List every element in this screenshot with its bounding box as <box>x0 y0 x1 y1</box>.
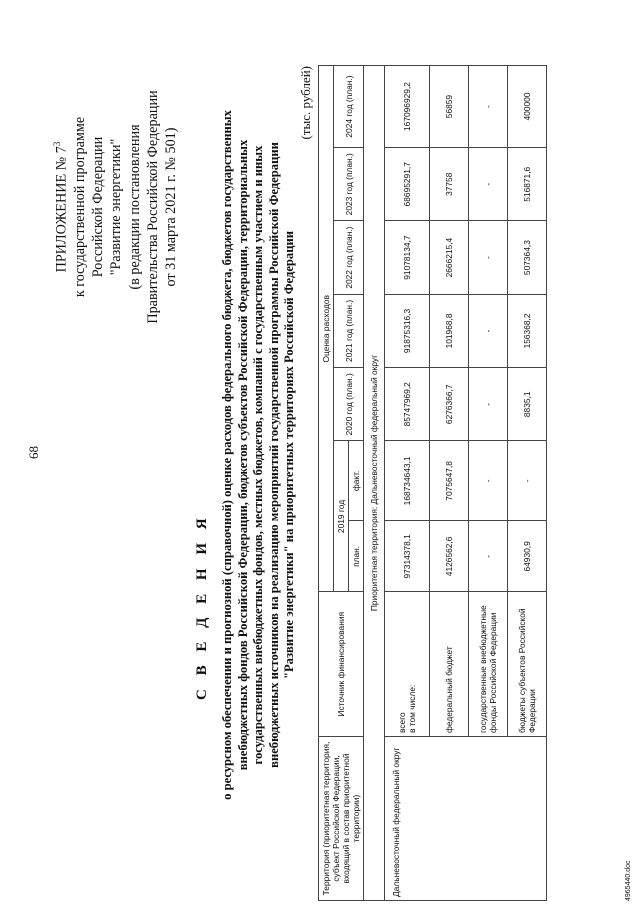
value-cell: - <box>469 368 508 441</box>
value-cell: 516871,6 <box>508 148 547 221</box>
value-cell: 507364,3 <box>508 221 547 294</box>
value-cell: 85747969,2 <box>385 368 430 441</box>
section-label: Приоритетная территория: Дальневосточный федеральный округ <box>364 66 385 901</box>
value-cell: 6276366,7 <box>430 368 469 441</box>
source-cell: всего в том числе: <box>385 592 430 737</box>
units-label: (тыс. рублей) <box>298 66 313 140</box>
value-cell: 56859 <box>430 66 469 148</box>
territory-name: Дальневосточный федеральный округ <box>385 737 547 901</box>
value-cell: 156368,2 <box>508 294 547 367</box>
value-cell: 68695291,7 <box>385 148 430 221</box>
value-cell: 168734643,1 <box>385 441 430 521</box>
source-cell: государственные внебюджетные фонды Российской Федерации <box>469 592 508 737</box>
col-2020: 2020 год (план.) <box>334 368 364 441</box>
document-subtitle <box>220 75 298 835</box>
expenditure-table <box>318 65 547 901</box>
value-cell: 8835,1 <box>508 368 547 441</box>
subtitle-line: государственных внебюджетных фондов, местных бюджетов, компаний с государственным участием и иных <box>251 145 266 765</box>
col-2019-plan: план. <box>349 521 364 592</box>
document-heading: С В Е Д Е Н И Я <box>194 513 210 700</box>
col-2019: 2019 год <box>334 441 349 592</box>
value-cell: - <box>469 66 508 148</box>
source-cell: бюджеты субъектов Российской Федерации <box>508 592 547 737</box>
appendix-line: к государственной программе <box>71 116 88 298</box>
subtitle-line: внебюджетных источников на реализацию мероприятий государственной программы Российской Федерации <box>266 142 281 768</box>
appendix-line: (в редакции постановления <box>126 124 143 290</box>
value-cell: 2666215,4 <box>430 221 469 294</box>
value-cell: 64930,9 <box>508 521 547 592</box>
appendix-block <box>48 72 180 342</box>
source-cell: федеральный бюджет <box>430 592 469 737</box>
document-id: 4965440.doc <box>625 860 632 901</box>
value-cell: 91875316,3 <box>385 294 430 367</box>
table-row <box>385 66 430 901</box>
value-cell: 101968,8 <box>430 294 469 367</box>
subtitle-line: внебюджетных фондов Российской Федерации, бюджетов субъектов Российской Федерации, территориальных <box>235 139 250 771</box>
value-cell: - <box>508 441 547 521</box>
value-cell: - <box>469 521 508 592</box>
col-2023: 2023 год (план.) <box>334 148 364 221</box>
value-cell: - <box>469 441 508 521</box>
subtitle-line: о ресурсном обеспечении и прогнозной (справочной) оценке расходов федерального бюджета, бюджетов государственных <box>220 110 234 800</box>
appendix-line: от 31 марта 2021 г. № 501) <box>162 127 179 287</box>
appendix-line: Российской Федерации <box>90 136 107 278</box>
appendix-line: "Развитие энергетики" <box>108 138 125 276</box>
value-cell: 37758 <box>430 148 469 221</box>
col-2019-fact: факт. <box>349 441 364 521</box>
value-cell: - <box>469 221 508 294</box>
value-cell: 400000 <box>508 66 547 148</box>
value-cell: 97314378,1 <box>385 521 430 592</box>
value-cell: - <box>469 294 508 367</box>
value-cell: - <box>469 148 508 221</box>
appendix-line: Правительства Российской Федерации <box>144 90 161 324</box>
col-estimate: Оценка расходов <box>319 66 334 592</box>
subtitle-line: "Развитие энергетики" на приоритетных территориях Российской Федерации <box>282 231 297 679</box>
col-territory: Территория (приоритетная территория, субъект Российской Федерации, входящий в состав приоритетной территории) <box>319 737 364 901</box>
value-cell: 91078134,7 <box>385 221 430 294</box>
value-cell: 167096929,2 <box>385 66 430 148</box>
value-cell: 4126562,6 <box>430 521 469 592</box>
col-2024: 2024 год (план.) <box>334 66 364 148</box>
value-cell: 7075647,8 <box>430 441 469 521</box>
col-source: Источник финансирования <box>319 592 364 737</box>
page-number: 68 <box>26 446 41 459</box>
col-2021: 2021 год (план.) <box>334 294 364 367</box>
col-2022: 2022 год (план.) <box>334 221 364 294</box>
appendix-title: ПРИЛОЖЕНИЕ № $7^3$ <box>52 141 70 273</box>
